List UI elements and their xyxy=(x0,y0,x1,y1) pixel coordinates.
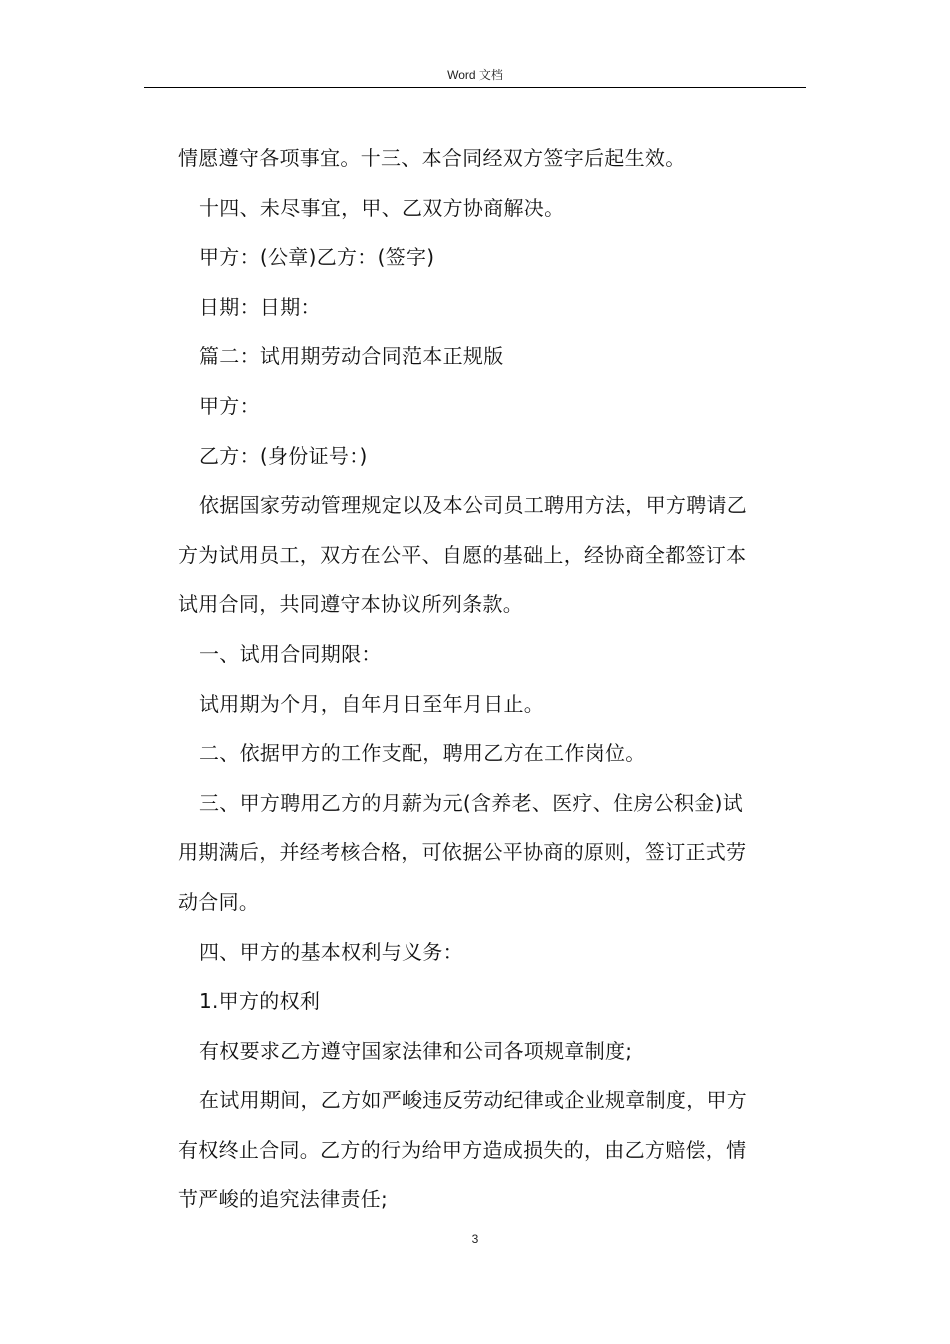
text-line: 四、甲方的基本权利与义务： xyxy=(199,939,463,964)
text-line: 有权要求乙方遵守国家法律和公司各项规章制度; xyxy=(199,1038,633,1063)
text-line: 篇二：试用期劳动合同范本正规版 xyxy=(199,344,504,369)
header-divider xyxy=(144,87,806,88)
text-line: 二、依据甲方的工作支配，聘用乙方在工作岗位。 xyxy=(199,741,646,766)
text-line: 试用合同，共同遵守本协议所列条款。 xyxy=(178,592,524,617)
text-line: 日期：日期： xyxy=(199,294,321,319)
page-header-title: Word 文档 xyxy=(447,68,503,82)
text-line: 节严峻的追究法律责任; xyxy=(178,1187,389,1212)
text-line: 十四、未尽事宜，甲、乙双方协商解决。 xyxy=(199,195,565,220)
text-line: 一、试用合同期限： xyxy=(199,641,382,666)
text-line: 动合同。 xyxy=(178,889,260,914)
text-line: 乙方：(身份证号：) xyxy=(199,443,368,468)
text-line: 1.甲方的权利 xyxy=(199,989,321,1014)
text-line: 有权终止合同。乙方的行为给甲方造成损失的，由乙方赔偿，情 xyxy=(178,1137,747,1162)
text-line: 甲方：(公章)乙方：(签字) xyxy=(199,245,435,270)
text-line: 三、甲方聘用乙方的月薪为元(含养老、医疗、住房公积金)试 xyxy=(199,790,744,815)
text-line: 在试用期间，乙方如严峻违反劳动纪律或企业规章制度，甲方 xyxy=(199,1088,748,1113)
text-line: 试用期为个月，自年月日至年月日止。 xyxy=(199,691,545,716)
text-line: 甲方： xyxy=(199,393,260,418)
text-line: 方为试用员工，双方在公平、自愿的基础上，经协商全都签订本 xyxy=(178,542,747,567)
text-line: 用期满后，并经考核合格，可依据公平协商的原则，签订正式劳 xyxy=(178,840,747,865)
text-line: 情愿遵守各项事宜。十三、本合同经双方签字后起生效。 xyxy=(178,146,686,170)
page-number: 3 xyxy=(471,1232,479,1246)
text-line: 依据国家劳动管理规定以及本公司员工聘用方法，甲方聘请乙 xyxy=(199,493,748,518)
document-body xyxy=(178,134,802,1225)
